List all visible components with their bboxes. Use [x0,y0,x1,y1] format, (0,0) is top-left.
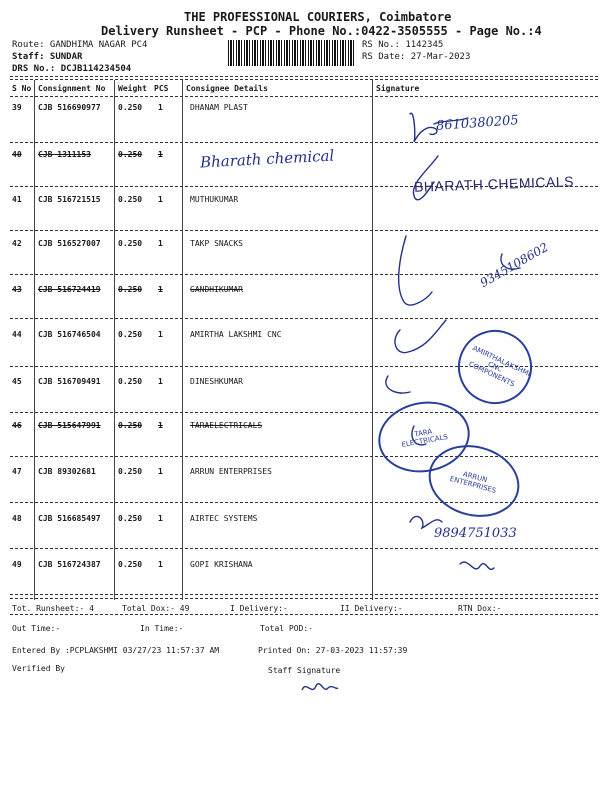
barcode-icon [228,40,356,66]
row-consignment: CJB 516709491 [38,377,101,386]
row-consignment: CJB 516527007 [38,239,101,248]
rs-date: RS Date: 27-Mar-2023 [362,52,471,62]
col-consignee: Consignee Details [186,84,268,93]
runsheet-subtitle: Delivery Runsheet - PCP - Phone No.:0422-3505555 - Page No.:4 [101,24,542,38]
row-weight: 0.250 [118,467,143,476]
in-time: In Time:- [140,624,184,633]
row-pcs: 1 [158,150,163,159]
row-pcs: 1 [158,330,163,339]
row-consignee: TARAELECTRICALS [190,421,263,430]
row-consignee: AMIRTHA LAKSHMI CNC [190,330,282,339]
i-delivery: I Delivery:- [230,604,288,613]
handwritten-consignee-40: Bharath chemical [199,146,335,172]
col-pcs: PCS [154,84,169,93]
row-weight: 0.250 [118,239,143,248]
verified-by: Verified By [12,664,65,673]
divider [10,79,598,80]
row-weight: 0.250 [118,195,143,204]
out-time: Out Time:- [12,624,61,633]
row-consignee: MUTHUKUMAR [190,195,239,204]
divider [10,614,598,615]
col-signature: Signature [376,84,420,93]
row-weight: 0.250 [118,421,143,430]
row-sno: 43 [12,285,22,294]
row-consignment: CJB 1311153 [38,150,91,159]
row-pcs: 1 [158,560,163,569]
row-weight: 0.250 [118,514,143,523]
stamp-text: TARA ELECTRICALS [400,427,449,449]
row-sno: 42 [12,239,22,248]
row-sno: 45 [12,377,22,386]
row-pcs: 1 [158,285,163,294]
handwritten-phone-1: 8610380205 [435,113,520,134]
row-weight: 0.250 [118,560,143,569]
row-consignment: CJB 89302681 [38,467,96,476]
staff-signature-label: Staff Signature [268,666,341,675]
total-pod: Total POD:- [260,624,313,633]
row-pcs: 1 [158,195,163,204]
row-consignee: GANDHIKUMAR [190,285,243,294]
row-pcs: 1 [158,421,163,430]
row-pcs: 1 [158,239,163,248]
signature-stroke [395,320,446,353]
stamp-text: AMIRTHALAKSHMI CNC COMPONENTS [467,344,532,389]
bharath-chemicals-stamp: BHARATH CHEMICALS [413,173,575,195]
col-consignment: Consignment No [38,84,106,93]
row-pcs: 1 [158,377,163,386]
row-weight: 0.250 [118,285,143,294]
row-consignee: ARRUN ENTERPRISES [190,467,272,476]
divider [10,76,598,77]
column-rule [114,80,115,600]
col-weight: Weight [118,84,147,93]
row-sno: 39 [12,103,22,112]
stamp-text: ARRUN ENTERPRISES [448,470,498,495]
row-sno: 46 [12,421,22,430]
row-divider [10,598,598,599]
row-weight: 0.250 [118,330,143,339]
row-consignment: CJB 516721515 [38,195,101,204]
row-consignment: CJB 516685497 [38,514,101,523]
row-sno: 49 [12,560,22,569]
signature-stroke [410,113,437,142]
rtn-dox: RTN Dox:- [458,604,502,613]
drs-number: DRS No.: DCJB114234504 [12,64,132,74]
rs-number: RS No.: 1142345 [362,40,444,50]
row-weight: 0.250 [118,103,143,112]
col-sno: S No [12,84,32,93]
row-consignee: AIRTEC SYSTEMS [190,514,258,523]
signature-stroke [460,562,494,569]
row-sno: 48 [12,514,22,523]
column-rule [34,80,35,600]
signature-stroke [399,236,432,305]
route-label: Route: GANDHIMA NAGAR PC4 [12,40,148,50]
row-consignee: TAKP SNACKS [190,239,243,248]
column-rule [182,80,183,600]
row-weight: 0.250 [118,377,143,386]
staff-label: Staff: SUNDAR [12,52,83,62]
total-dox: Total Dox:- 49 [122,604,190,613]
total-runsheet: Tot. Runsheet:- 4 [12,604,94,613]
row-consignee: DINESHKUMAR [190,377,243,386]
row-sno: 44 [12,330,22,339]
printed-on: Printed On: 27-03-2023 11:57:39 [258,646,408,655]
staff-signature-icon [298,676,342,698]
row-pcs: 1 [158,514,163,523]
company-title: THE PROFESSIONAL COURIERS, Coimbatore [184,10,452,24]
signature-stroke [386,376,410,393]
row-pcs: 1 [158,467,163,476]
entered-by: Entered By :PCPLAKSHMI 03/27/23 11:57:37 AM [12,646,220,655]
row-sno: 41 [12,195,22,204]
ii-delivery: II Delivery:- [340,604,403,613]
row-consignment: CJB 516746504 [38,330,101,339]
handwritten-phone-2: 9345108602 [477,239,551,291]
row-consignment: CJB 515647991 [38,421,101,430]
row-consignee: GOPI KRISHANA [190,560,253,569]
row-sno: 47 [12,467,22,476]
row-weight: 0.250 [118,150,143,159]
row-consignment: CJB 516724419 [38,285,101,294]
row-consignment: CJB 516724387 [38,560,101,569]
row-consignee: DHANAM PLAST [190,103,248,112]
row-consignment: CJB 516690977 [38,103,101,112]
handwritten-phone-3: 9894751033 [434,526,517,541]
row-sno: 40 [12,150,22,159]
row-pcs: 1 [158,103,163,112]
